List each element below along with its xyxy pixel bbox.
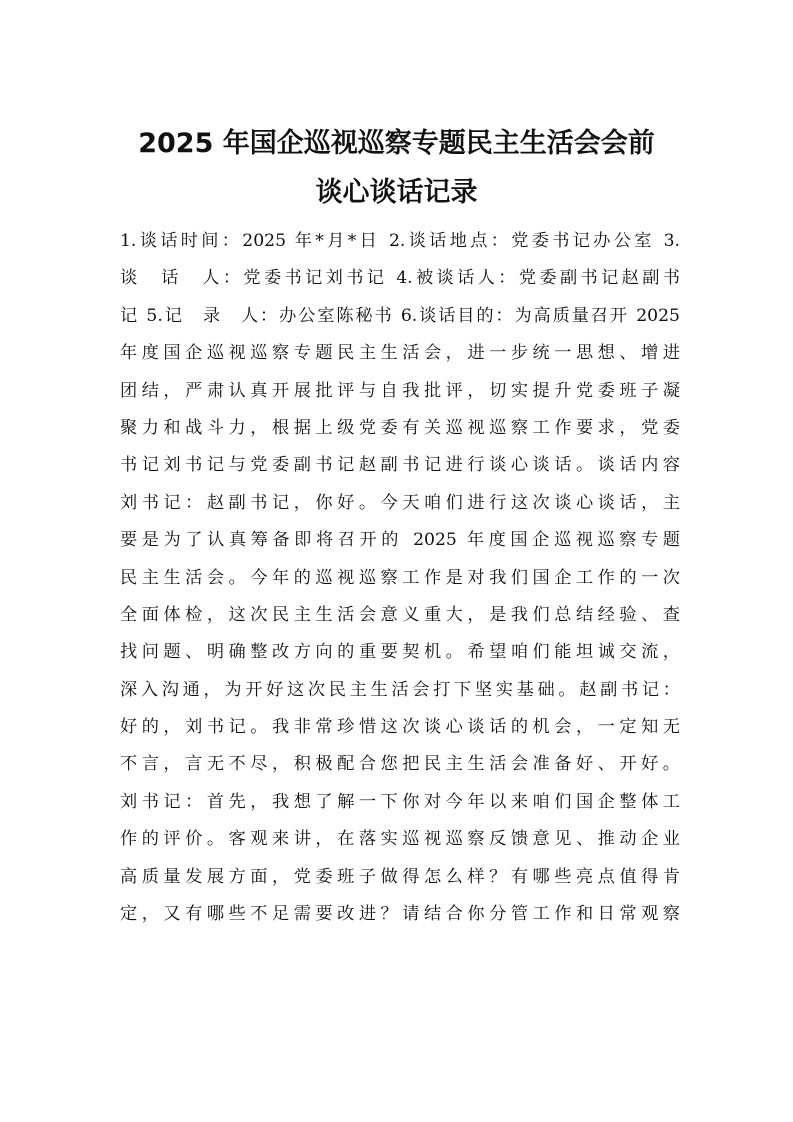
body-line: 刘书记：赵副书记，你好。今天咱们进行这次谈心谈话，主 bbox=[120, 492, 680, 513]
document-body bbox=[120, 223, 680, 933]
body-line: 1.谈话时间：2025 年*月*日 2.谈话地点：党委书记办公室 3. bbox=[120, 231, 680, 251]
body-line: 要是为了认真筹备即将召开的 2025 年度国企巡视巡察专题 bbox=[120, 530, 680, 551]
body-line: 聚力和战斗力，根据上级党委有关巡视巡察工作要求，党委 bbox=[120, 417, 680, 438]
body-line: 好的，刘书记。我非常珍惜这次谈心谈话的机会，一定知无 bbox=[120, 717, 680, 738]
body-line: 书记刘书记与党委副书记赵副书记进行谈心谈话。谈话内容 bbox=[120, 455, 680, 476]
body-line: 深入沟通，为开好这次民主生活会打下坚实基础。赵副书记： bbox=[120, 679, 680, 700]
body-line: 全面体检，这次民主生活会意义重大，是我们总结经验、查 bbox=[120, 604, 680, 625]
body-line: 年度国企巡视巡察专题民主生活会，进一步统一思想、增进 bbox=[120, 343, 680, 364]
body-line: 团结，严肃认真开展批评与自我批评，切实提升党委班子凝 bbox=[120, 380, 680, 401]
body-line: 找问题、明确整改方向的重要契机。希望咱们能坦诚交流， bbox=[120, 642, 680, 663]
body-line: 高质量发展方面，党委班子做得怎么样？有哪些亮点值得肯 bbox=[120, 866, 680, 887]
body-line: 民主生活会。今年的巡视巡察工作是对我们国企工作的一次 bbox=[120, 567, 680, 588]
body-line: 作的评价。客观来讲，在落实巡视巡察反馈意见、推动企业 bbox=[120, 829, 680, 850]
body-line: 定，又有哪些不足需要改进？请结合你分管工作和日常观察 bbox=[120, 904, 680, 925]
document-title-line-2: 谈心谈话记录 bbox=[315, 177, 478, 208]
body-line: 谈 话 人：党委书记刘书记 4.被谈话人：党委副书记赵副书 bbox=[120, 268, 680, 289]
body-line: 不言，言无不尽，积极配合您把民主生活会准备好、开好。 bbox=[120, 754, 680, 775]
document-title-line-1: 2025 年国企巡视巡察专题民主生活会会前 bbox=[138, 128, 655, 159]
body-line: 记 5.记 录 人：办公室陈秘书 6.谈话目的：为高质量召开 2025 bbox=[120, 305, 680, 326]
body-line: 刘书记：首先，我想了解一下你对今年以来咱们国企整体工 bbox=[120, 791, 680, 812]
